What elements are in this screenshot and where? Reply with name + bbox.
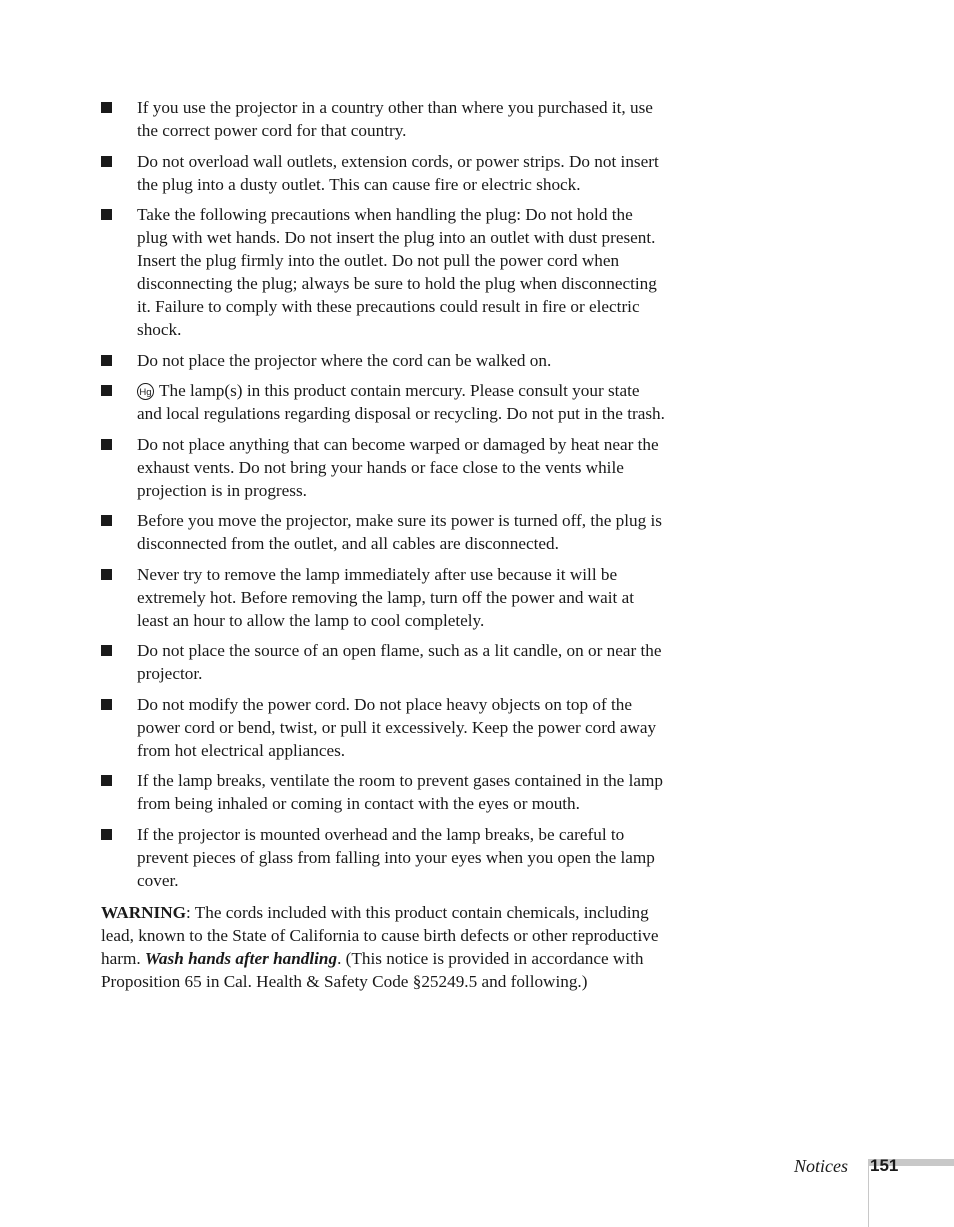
square-bullet-icon — [101, 699, 112, 710]
mercury-hg-icon: Hg — [137, 383, 154, 400]
list-item-text: If the projector is mounted overhead and the lamp breaks, be careful to prevent pieces of glass from falling into your eyes when you open the lamp cover. — [137, 824, 655, 890]
list-item-text: Never try to remove the lamp immediately after use because it will be extremely hot. Before removing the lamp, turn off the power and wait at least an hour to allow the lamp to cool completely. — [137, 564, 635, 630]
list-item — [101, 563, 667, 632]
page-content — [101, 96, 667, 1010]
list-item-text: Take the following precautions when handling the plug: Do not hold the plug with wet hands. Do not insert the plug into an outlet with dust present. Insert the plug firmly into the outlet. Do not pull the power cord when disconnecting the plug; always be sure to hold the plug when disconnecting it. Failure to comply with these precautions could result in fire or electric shock. — [137, 205, 657, 339]
square-bullet-icon — [101, 355, 112, 366]
list-item — [101, 769, 667, 815]
list-item-text: The lamp(s) in this product contain mercury. Please consult your state and local regulations regarding disposal or recycling. Do not put in the trash. — [137, 381, 665, 423]
warning-text: : The cords included with this product contain chemicals, including lead, known to the State of California to cause birth defects or other reproductive harm. — [101, 902, 659, 968]
page-number: 151 — [870, 1156, 899, 1175]
list-item — [101, 379, 667, 425]
square-bullet-icon — [101, 439, 112, 450]
list-item — [101, 639, 667, 685]
list-item-text: Do not modify the power cord. Do not place heavy objects on top of the power cord or bend, twist, or pull it excessively. Keep the power cord away from hot electrical appliances. — [137, 694, 657, 760]
footer-vertical-rule — [868, 1159, 869, 1227]
square-bullet-icon — [101, 829, 112, 840]
list-item-text: Do not place the projector where the cord can be walked on. — [137, 350, 552, 370]
square-bullet-icon — [101, 645, 112, 656]
list-item — [101, 96, 667, 142]
list-item-text: Before you move the projector, make sure its power is turned off, the plug is disconnected from the outlet, and all cables are disconnected. — [137, 511, 662, 553]
warning-emphasis: Wash hands after handling — [144, 948, 338, 968]
list-item-text: If the lamp breaks, ventilate the room to prevent gases contained in the lamp from being inhaled or coming in contact with the eyes or mouth. — [137, 771, 663, 813]
square-bullet-icon — [101, 775, 112, 786]
list-item — [101, 693, 667, 762]
warning-label: WARNING — [101, 902, 186, 922]
square-bullet-icon — [101, 569, 112, 580]
prop65-warning-paragraph — [101, 901, 667, 993]
square-bullet-icon — [101, 515, 112, 526]
warning-text-continued: . (This notice is provided in accordance with Proposition 65 in Cal. Health & Safety Code §25249.5 and following.) — [101, 948, 644, 991]
list-item — [101, 509, 667, 555]
list-item-text: Do not place the source of an open flame, such as a lit candle, on or near the projector. — [137, 641, 662, 683]
safety-bullet-list — [101, 96, 667, 892]
list-item-text: Do not overload wall outlets, extension cords, or power strips. Do not insert the plug into a dusty outlet. This can cause fire or electric shock. — [137, 151, 659, 194]
list-item-text: Do not place anything that can become warped or damaged by heat near the exhaust vents. Do not bring your hands or face close to the vents while projection is in progress. — [137, 434, 659, 500]
list-item-text: If you use the projector in a country other than where you purchased it, use the correct power cord for that country. — [137, 98, 653, 140]
list-item — [101, 203, 667, 341]
square-bullet-icon — [101, 209, 112, 220]
list-item — [101, 349, 667, 372]
list-item — [101, 150, 667, 196]
square-bullet-icon — [101, 102, 112, 113]
square-bullet-icon — [101, 156, 112, 167]
square-bullet-icon — [101, 385, 112, 396]
list-item — [101, 433, 667, 502]
footer-section-title: Notices — [794, 1156, 848, 1176]
list-item — [101, 823, 667, 892]
